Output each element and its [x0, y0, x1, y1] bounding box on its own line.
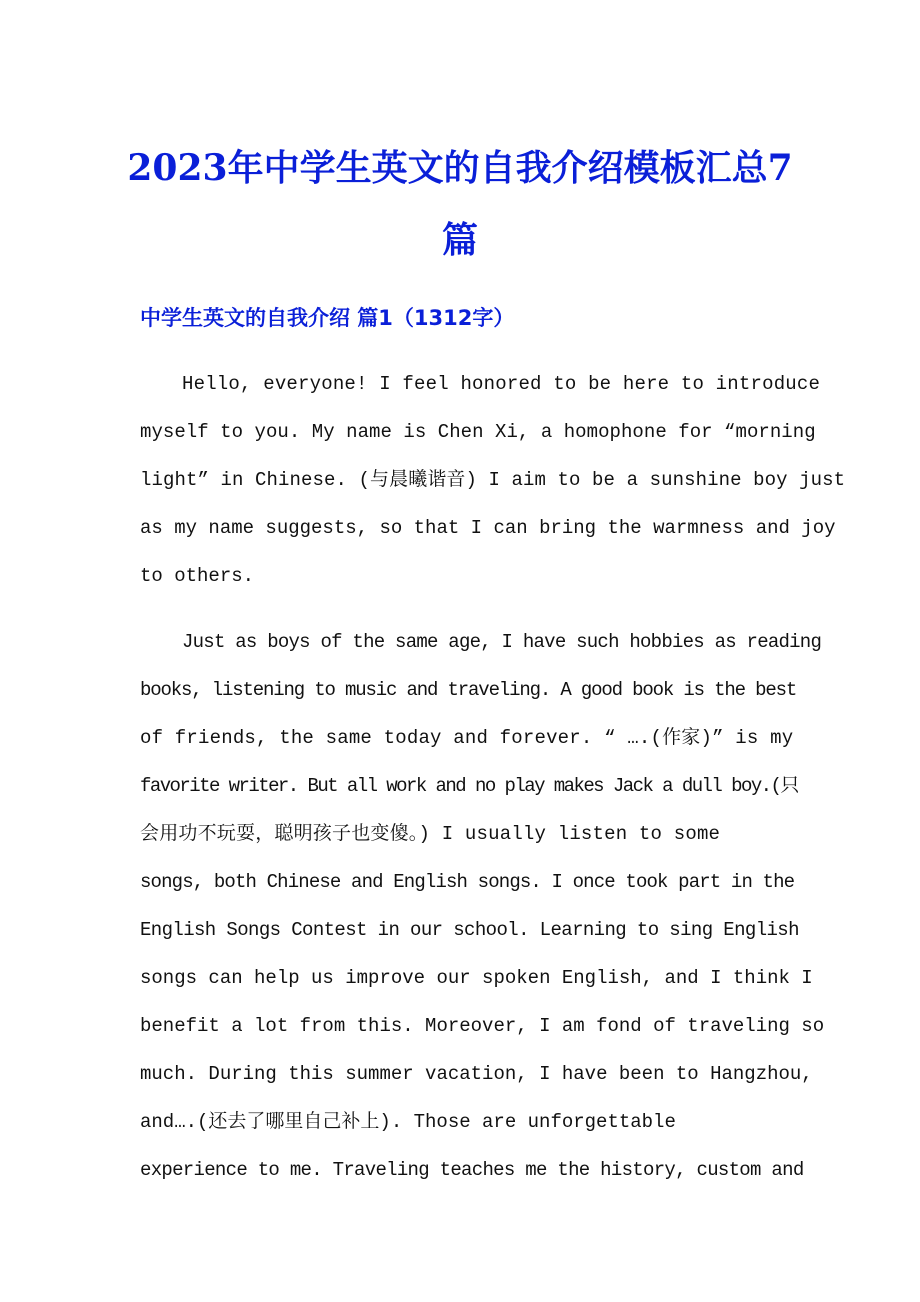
paragraph-2-line-5: 会用功不玩耍，聪明孩子也变傻。) I usually listen to some	[140, 823, 721, 845]
paragraph-2-line-3: of friends, the same today and forever. “ ….(作家)” is my	[140, 727, 794, 749]
document-title-line-1: 2023年中学生英文的自我介绍模板汇总7	[127, 147, 793, 189]
paragraph-1-line-2: myself to you. My name is Chen Xi, a homophone for “morning	[140, 421, 816, 443]
paragraph-1-line-1: Hello, everyone! I feel honored to be here to introduce	[182, 373, 821, 395]
paragraph-2-line-4: favorite writer. But all work and no play makes Jack a dull boy.(只	[140, 775, 798, 797]
paragraph-2-line-2: books, listening to music and traveling. A good book is the best	[140, 679, 797, 701]
paragraph-2-line-9: benefit a lot from this. Moreover, I am fond of traveling so	[140, 1015, 825, 1037]
paragraph-2-line-8: songs can help us improve our spoken English, and I think I	[140, 967, 813, 989]
paragraph-2-line-1: Just as boys of the same age, I have such hobbies as reading	[182, 631, 822, 653]
section-heading: 中学生英文的自我介绍 篇1（1312字）	[140, 306, 515, 330]
document-title-line-2: 篇	[441, 219, 478, 261]
paragraph-2-line-11: and….(还去了哪里自己补上). Those are unforgettable	[140, 1111, 676, 1133]
paragraph-1-line-4: as my name suggests, so that I can bring the warmness and joy	[140, 517, 836, 539]
paragraph-2-line-7: English Songs Contest in our school. Learning to sing English	[140, 919, 799, 941]
document-title	[110, 132, 810, 276]
paragraph-1-line-3: light” in Chinese. (与晨曦谐音) I aim to be a sunshine boy just	[140, 469, 846, 491]
paragraph-1-line-5: to others.	[140, 565, 255, 587]
paragraph-2-line-10: much. During this summer vacation, I have been to Hangzhou,	[140, 1063, 813, 1085]
paragraph-2-line-12: experience to me. Traveling teaches me the history, custom and	[140, 1159, 804, 1181]
paragraph-2-line-6: songs, both Chinese and English songs. I once took part in the	[140, 871, 795, 893]
